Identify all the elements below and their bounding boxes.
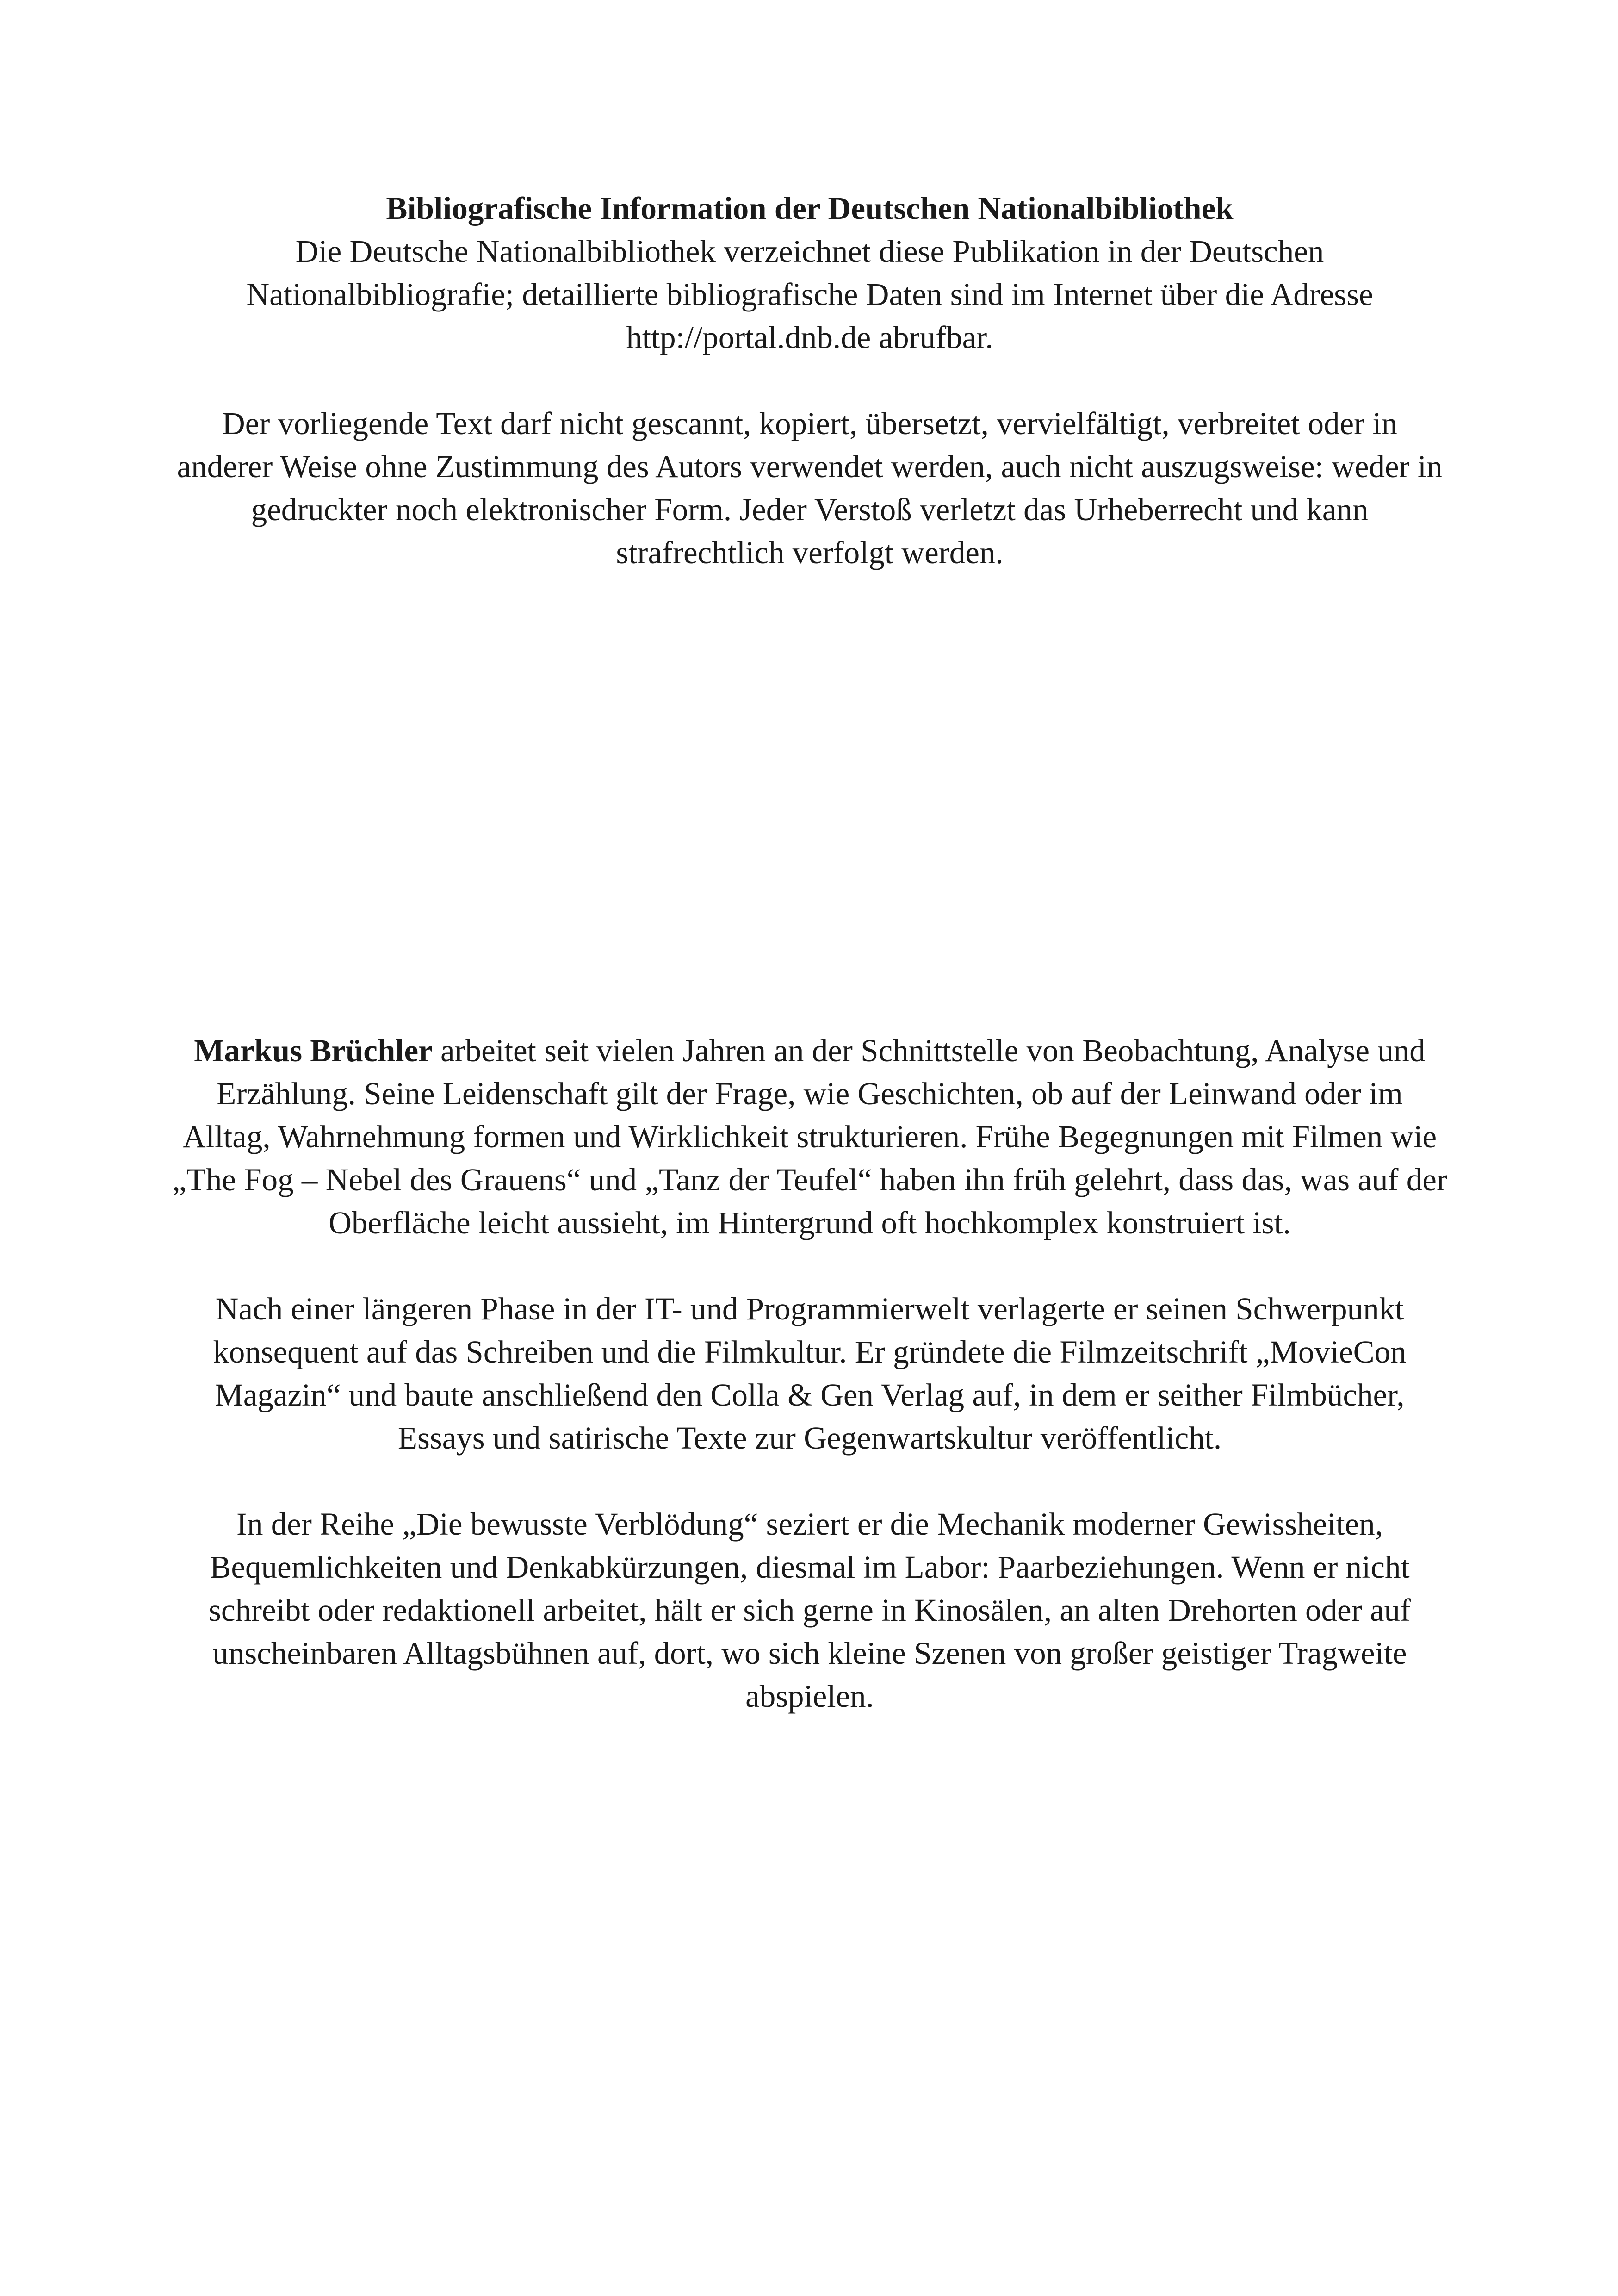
imprint-heading: Bibliografische Information der Deutschen Nationalbibliothek	[386, 191, 1234, 226]
bio-paragraph-3: In der Reihe „Die bewusste Verblödung“ seziert er die Mechanik moderner Gewissheiten, Bequemlichkeiten und Denkabkürzungen, diesmal im Labor: Paarbeziehungen. Wenn er nicht schreibt oder redaktionell arbeitet, hält er sich gerne in Kinosälen, an alten Drehorten oder auf unscheinbaren Alltagsbühnen auf, dort, wo sich kleine Szenen von großer geistiger Tragweite abspielen.	[209, 1506, 1411, 1714]
author-name: Markus Brüchler	[194, 1033, 433, 1068]
copyright-notice: Der vorliegende Text darf nicht gescannt, kopiert, übersetzt, vervielfältigt, verbreitet oder in anderer Weise ohne Zustimmung des Autors verwendet werden, auch nicht auszugsweise: weder in gedruckter noch elektronischer Form. Jeder Verstoß verletzt das Urheberrecht und kann strafrechtlich verfolgt werden.	[177, 406, 1443, 570]
bio-paragraph-1-text: arbeitet seit vielen Jahren an der Schnittstelle von Beobachtung, Analyse und Erzählung. Seine Leidenschaft gilt der Frage, wie Geschichten, ob auf der Leinwand oder im Alltag, Wahrnehmung formen und Wirklichkeit strukturieren. Frühe Begegnungen mit Filmen wie „The Fog – Nebel des Grauens“ und „Tanz der Teufel“ haben ihn früh gelehrt, dass das, was auf der Oberfläche leicht aussieht, im Hintergrund oft hochkomplex konstruiert ist.	[172, 1033, 1447, 1240]
bio-paragraph-2: Nach einer längeren Phase in der IT- und Programmierwelt verlagerte er seinen Schwerpunkt konsequent auf das Schreiben und die Filmkultur. Er gründete die Filmzeitschrift „MovieCon Magazin“ und baute anschließend den Colla & Gen Verlag auf, in dem er seither Filmbücher, Essays und satirische Texte zur Gegenwartskultur veröffentlicht.	[213, 1291, 1407, 1456]
bio-paragraph-1	[171, 1029, 1448, 1244]
bibliographic-imprint	[171, 187, 1448, 574]
dnb-notice: Die Deutsche Nationalbibliothek verzeichnet diese Publikation in der Deutschen Nationalbibliografie; detaillierte bibliografische Daten sind im Internet über die Adresse http://portal.dnb.de abrufbar.	[246, 234, 1373, 355]
author-biography	[171, 1029, 1448, 1718]
